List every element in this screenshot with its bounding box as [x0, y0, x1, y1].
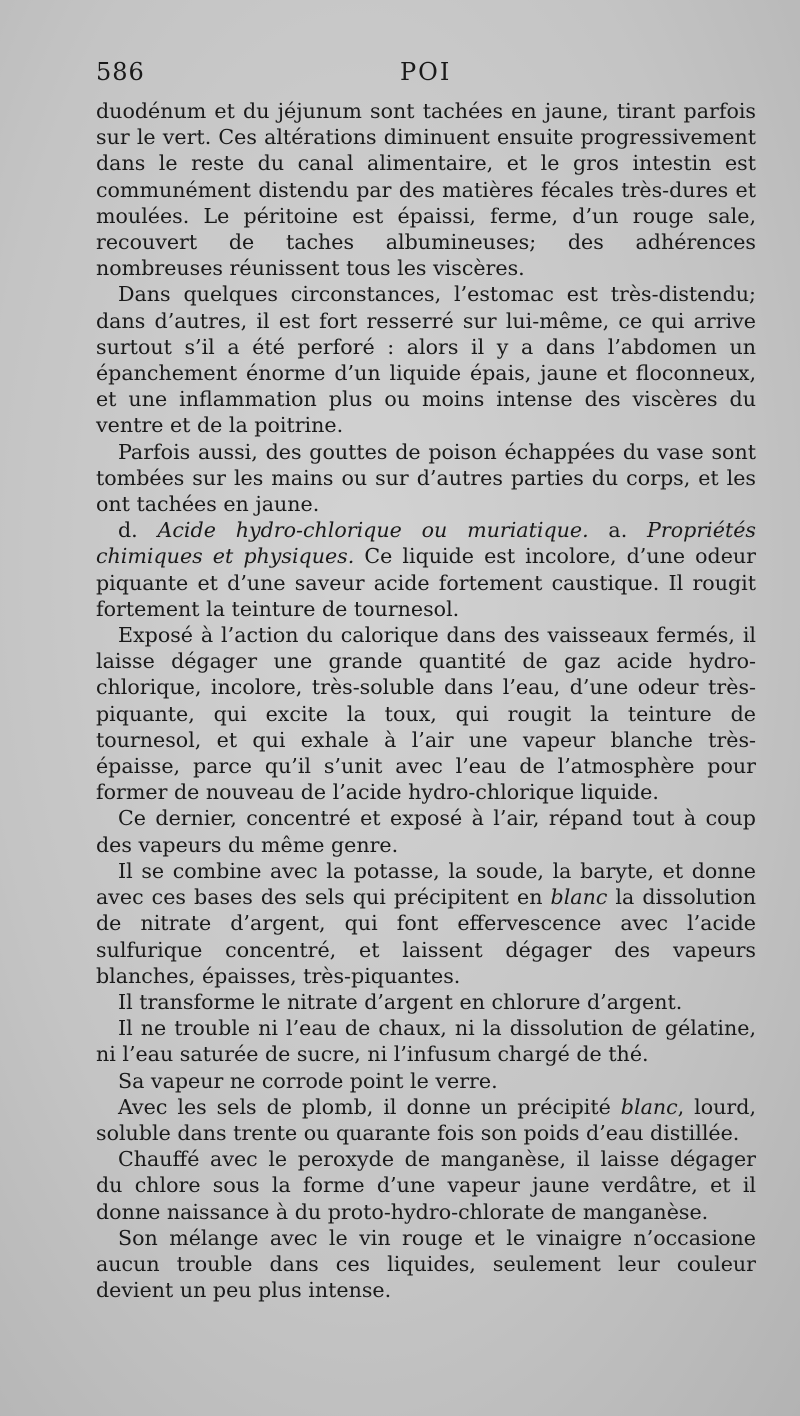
- section-letter: d.: [118, 518, 158, 543]
- paragraph: [96, 98, 756, 281]
- paragraph: [96, 622, 756, 805]
- paragraph: [96, 1015, 756, 1067]
- paragraph: [96, 805, 756, 857]
- paragraph-text: Il ne trouble ni l’eau de chaux, ni la dissolution de gélatine, ni l’eau saturée de sucre, ni l’infusum chargé de thé.: [96, 1016, 756, 1067]
- section-title: Acide hydro-chlorique ou muriatique.: [157, 518, 589, 543]
- page-number: 586: [96, 58, 145, 86]
- paragraph: [96, 989, 756, 1015]
- running-head: POI: [400, 58, 452, 86]
- paragraph-text: Avec les sels de plomb, il donne un précipité: [118, 1094, 621, 1119]
- section-heading-paragraph: [96, 517, 756, 622]
- paragraph: [96, 1146, 756, 1225]
- paragraph-text: , lourd, soluble dans trente ou quarante fois son poids d’eau distillée.: [96, 1094, 756, 1145]
- paragraph-text: la dissolution de nitrate d’argent, qui font effervescence avec l’acide sulfurique concentré, et laissent dégager des vapeurs blanches, épaisses, très-piquantes.: [96, 885, 757, 988]
- paragraph-text: Ce liquide est incolore, d’une odeur piquante et d’une saveur acide fortement caustique. Il rougit fortement la teinture de tournesol.: [96, 544, 756, 621]
- paragraph-text: Il se combine avec la potasse, la soude, la baryte, et donne avec ces bases des sels qui précipitent en: [96, 858, 756, 910]
- paragraph-text: Exposé à l’action du calorique dans des vaisseaux fermés, il laisse dégager une grande quantité de gaz acide hydro-chlorique, incolore, très-soluble dans l’eau, d’une odeur très-piquante, qui excite la toux, qui rougit la teinture de tournesol, et qui exhale à l’air une vapeur blanche très-épaisse, parce qu’il s’unit avec l’eau de l’atmosphère pour former de nouveau de l’acide hydro-chlorique liquide.: [96, 623, 756, 805]
- paragraph-text: Dans quelques circonstances, l’estomac est très-distendu; dans d’autres, il est fort resserré sur lui-même, ce qui arrive surtout s’il a été perforé : alors il y a dans l’abdomen un épanchement énorme d’un liquide épais, jaune et floconneux, et une inflammation plus ou moins intense des viscères du ventre et de la poitrine.: [96, 282, 756, 438]
- paragraph: [96, 1225, 756, 1304]
- paragraph-text: duodénum et du jéjunum sont tachées en jaune, tirant parfois sur le vert. Ces altérations diminuent ensuite progressivement dans le reste du canal alimentaire, et le gros intestin est communément distendu par des matières fécales très-dures et moulées. Le péritoine est épaissi, ferme, d’un rouge sale, recouvert de taches albumineuses; des adhérences nombreuses réunissent tous les viscères.: [96, 99, 756, 281]
- emphasized-word: blanc: [620, 1094, 678, 1119]
- paragraph: [96, 858, 756, 989]
- page-header: [96, 58, 756, 92]
- body-text: [96, 98, 756, 1303]
- paragraph-text: Ce dernier, concentré et exposé à l’air, répand tout à coup des vapeurs du même genre.: [96, 806, 756, 857]
- paragraph-text: Chauffé avec le peroxyde de manganèse, il laisse dégager du chlore sous la forme d’une vapeur jaune verdâtre, et il donne naissance à du proto-hydro-chlorate de manganèse.: [96, 1147, 756, 1224]
- paragraph-text: Sa vapeur ne corrode point le verre.: [118, 1068, 498, 1093]
- paragraph-text: Son mélange avec le vin rouge et le vinaigre n’occasione aucun trouble dans ces liquides, seulement leur couleur devient un peu plus intense.: [96, 1225, 756, 1303]
- paragraph: [96, 1094, 756, 1146]
- paragraph-text: Parfois aussi, des gouttes de poison échappées du vase sont tombées sur les mains ou sur d’autres parties du corps, et les ont tachées en jaune.: [96, 439, 756, 517]
- subsection-title: Propriétés chimiques et physiques.: [96, 518, 756, 569]
- paragraph: [96, 1068, 756, 1094]
- paragraph: [96, 281, 756, 438]
- paragraph: [96, 439, 756, 518]
- subsection-letter: a.: [588, 518, 648, 543]
- paragraph-text: Il transforme le nitrate d’argent en chlorure d’argent.: [118, 989, 683, 1014]
- emphasized-word: blanc: [550, 885, 608, 910]
